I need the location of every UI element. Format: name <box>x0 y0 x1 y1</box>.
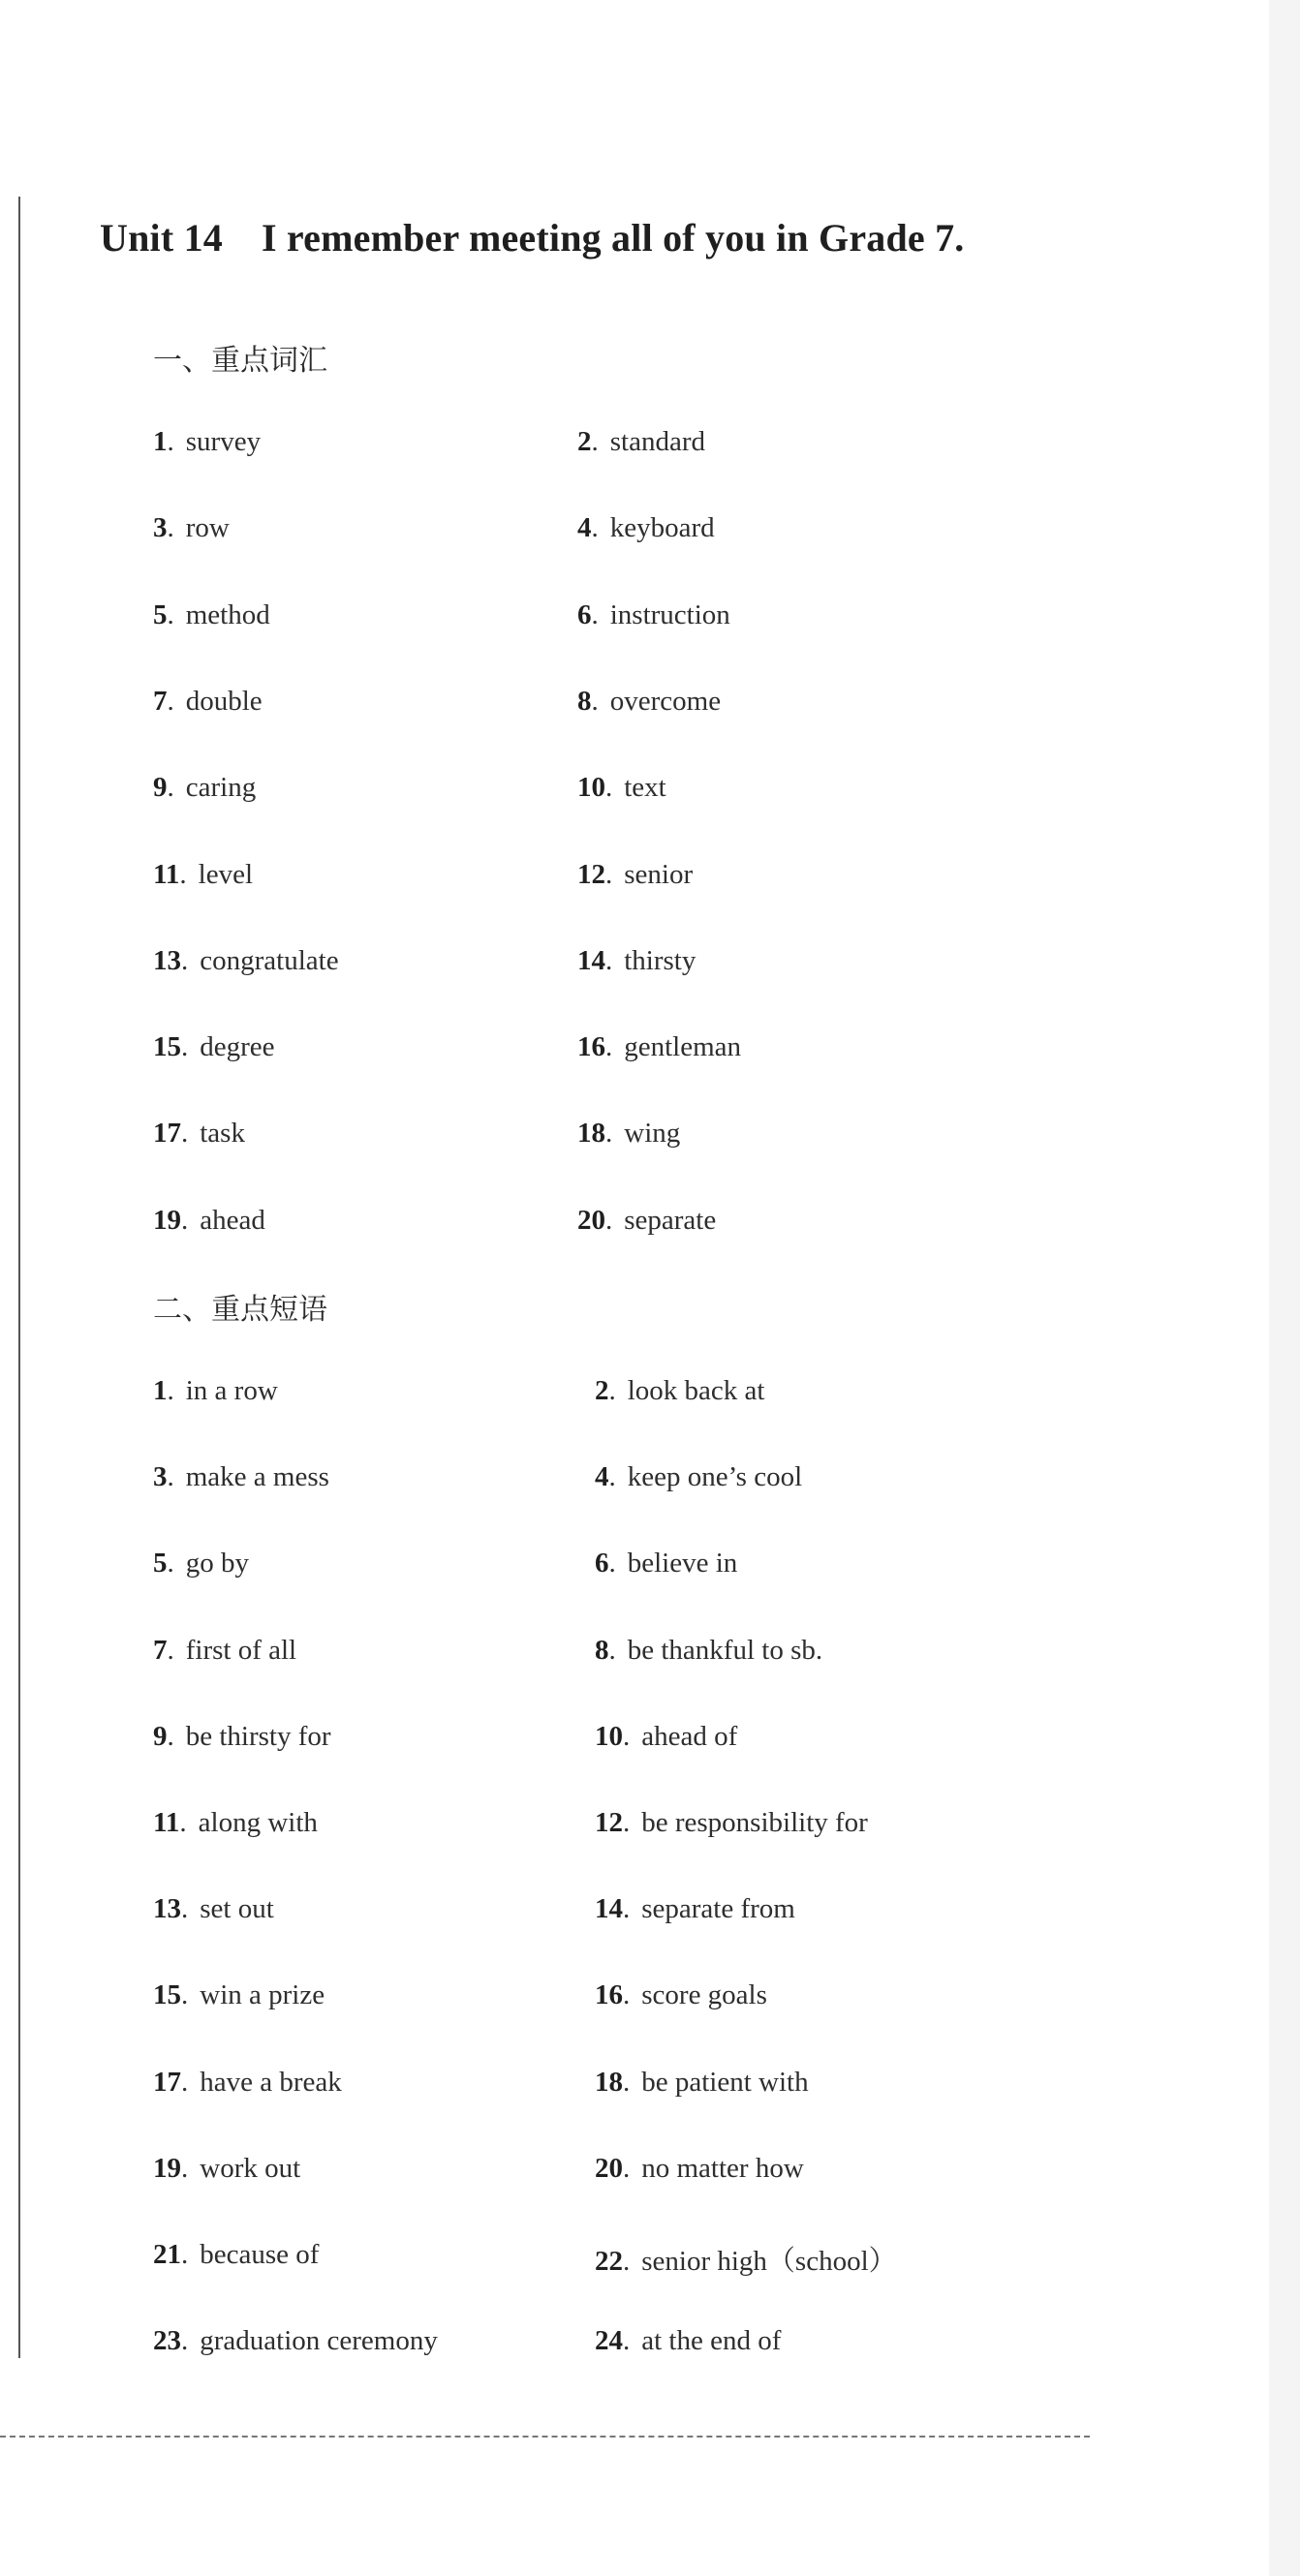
item-number: 10 <box>595 1720 623 1752</box>
list-item <box>595 2239 897 2279</box>
item-text: row <box>185 512 230 544</box>
list-item <box>153 859 253 891</box>
list-item <box>595 1721 737 1753</box>
item-number: 12 <box>577 858 605 890</box>
item-number: 4 <box>595 1461 609 1493</box>
list-item <box>153 2325 438 2357</box>
list-item <box>153 599 270 631</box>
item-number-dot: . <box>181 944 189 976</box>
list-item <box>153 945 339 977</box>
item-number-dot: . <box>605 772 613 804</box>
item-number: 15 <box>153 1979 181 2011</box>
item-number-dot: . <box>623 1720 631 1752</box>
item-text: text <box>624 772 666 804</box>
item-number-dot: . <box>167 1461 174 1493</box>
item-text: believe in <box>627 1548 738 1579</box>
item-number-dot: . <box>623 2246 631 2277</box>
list-item <box>595 1807 868 1839</box>
list-item <box>153 2067 342 2099</box>
item-text: be responsibility for <box>641 1807 868 1838</box>
item-number: 18 <box>595 2066 623 2098</box>
item-number: 17 <box>153 1118 181 1150</box>
unit-title <box>100 215 964 261</box>
item-number: 1 <box>153 426 168 457</box>
list-item <box>153 1031 275 1063</box>
item-number-dot: . <box>167 1720 174 1752</box>
list-item <box>577 1205 716 1237</box>
item-text: be patient with <box>641 2066 809 2098</box>
item-text: make a mess <box>185 1461 329 1493</box>
item-text: thirsty <box>624 944 696 976</box>
item-number-dot: . <box>605 944 613 976</box>
list-item <box>153 426 261 458</box>
left-margin-line <box>18 197 20 2358</box>
list-item <box>577 512 715 544</box>
item-number: 7 <box>153 685 168 717</box>
list-item <box>577 686 721 718</box>
list-item <box>153 1979 325 2011</box>
dotted-divider <box>0 2436 1090 2438</box>
item-number: 16 <box>577 1031 605 1063</box>
item-number: 7 <box>153 1634 168 1666</box>
item-number: 2 <box>577 426 592 457</box>
item-number: 16 <box>595 1979 623 2011</box>
item-number-dot: . <box>181 2325 189 2357</box>
list-item <box>153 2153 300 2185</box>
item-text: first of all <box>185 1634 297 1666</box>
list-item <box>153 686 263 718</box>
item-number: 14 <box>577 944 605 976</box>
item-number-dot: . <box>179 1807 187 1838</box>
item-number: 11 <box>153 858 180 890</box>
item-number-dot: . <box>623 2325 631 2357</box>
item-number-dot: . <box>167 1548 174 1579</box>
item-number: 8 <box>577 685 592 717</box>
item-number-dot: . <box>181 2152 189 2184</box>
item-number: 23 <box>153 2325 181 2357</box>
item-text: graduation ceremony <box>200 2325 438 2357</box>
item-text: in a row <box>185 1375 278 1406</box>
item-number-dot: . <box>167 512 174 544</box>
item-number-dot: . <box>608 1461 616 1493</box>
item-text: separate from <box>641 1893 795 1925</box>
list-item <box>595 2067 809 2099</box>
item-number-dot: . <box>181 1031 189 1063</box>
item-number-dot: . <box>623 1979 631 2011</box>
item-text: keyboard <box>609 512 715 544</box>
item-text: at the end of <box>641 2325 782 2357</box>
item-number: 3 <box>153 1461 168 1493</box>
list-item <box>577 772 666 804</box>
item-text: no matter how <box>641 2152 804 2184</box>
list-item <box>595 1461 802 1493</box>
item-text: set out <box>200 1893 274 1925</box>
item-number-dot: . <box>167 1375 174 1406</box>
item-number-dot: . <box>591 426 599 457</box>
item-text: caring <box>185 772 257 804</box>
list-item <box>153 512 230 544</box>
item-number-dot: . <box>181 2239 189 2270</box>
item-text: gentleman <box>624 1031 742 1063</box>
item-text: level <box>198 858 254 890</box>
section-heading-vocabulary: 一、重点词汇 <box>153 344 327 378</box>
item-number: 8 <box>595 1634 609 1666</box>
item-number: 18 <box>577 1118 605 1150</box>
item-number: 9 <box>153 1720 168 1752</box>
list-item <box>153 1893 274 1925</box>
item-number: 2 <box>595 1375 609 1406</box>
item-number-dot: . <box>608 1375 616 1406</box>
list-item <box>153 1807 318 1839</box>
list-item <box>595 2153 804 2185</box>
list-item <box>153 2239 319 2271</box>
item-text: congratulate <box>200 944 339 976</box>
item-text: separate <box>624 1204 717 1236</box>
item-text: method <box>185 598 270 630</box>
item-text: overcome <box>609 685 722 717</box>
item-number: 3 <box>153 512 168 544</box>
item-number: 6 <box>595 1548 609 1579</box>
item-number-dot: . <box>167 598 174 630</box>
item-number-dot: . <box>167 426 174 457</box>
list-item <box>153 1375 278 1407</box>
item-text: be thirsty for <box>185 1720 331 1752</box>
item-number-dot: . <box>591 685 599 717</box>
item-text: work out <box>200 2152 301 2184</box>
item-number-dot: . <box>605 1031 613 1063</box>
section-heading-phrases: 二、重点短语 <box>153 1293 327 1327</box>
item-text: along with <box>198 1807 318 1838</box>
item-number-dot: . <box>179 858 187 890</box>
item-number: 15 <box>153 1031 181 1063</box>
list-item <box>577 599 730 631</box>
item-text: ahead <box>200 1204 265 1236</box>
item-number-dot: . <box>181 1118 189 1150</box>
list-item <box>153 1205 265 1237</box>
item-number-dot: . <box>605 1118 613 1150</box>
item-text: go by <box>185 1548 249 1579</box>
item-number: 11 <box>153 1807 180 1838</box>
item-text: task <box>200 1118 245 1150</box>
item-number: 22 <box>595 2246 623 2277</box>
item-text: because of <box>200 2239 320 2270</box>
item-number-dot: . <box>181 2066 189 2098</box>
item-text: score goals <box>641 1979 767 2011</box>
list-item <box>595 1979 767 2011</box>
list-item <box>577 945 696 977</box>
item-number: 17 <box>153 2066 181 2098</box>
item-number: 24 <box>595 2325 623 2357</box>
item-number-dot: . <box>623 1893 631 1925</box>
list-item <box>595 2325 781 2357</box>
item-number-dot: . <box>623 1807 631 1838</box>
item-number-dot: . <box>623 2066 631 2098</box>
item-number: 4 <box>577 512 592 544</box>
item-text: instruction <box>609 598 730 630</box>
item-number: 1 <box>153 1375 168 1406</box>
item-number: 19 <box>153 1204 181 1236</box>
item-number: 19 <box>153 2152 181 2184</box>
item-number: 12 <box>595 1807 623 1838</box>
list-item <box>577 859 693 891</box>
item-text: be thankful to sb. <box>627 1634 823 1666</box>
item-text: win a prize <box>200 1979 325 2011</box>
item-text: ahead of <box>641 1720 738 1752</box>
item-text: survey <box>185 426 262 457</box>
item-number: 14 <box>595 1893 623 1925</box>
item-text: senior high（school） <box>641 2246 897 2277</box>
item-number-dot: . <box>623 2152 631 2184</box>
item-text: have a break <box>200 2066 342 2098</box>
item-number-dot: . <box>608 1548 616 1579</box>
item-number-dot: . <box>608 1634 616 1666</box>
list-item <box>153 1548 249 1579</box>
item-number: 5 <box>153 1548 168 1579</box>
list-item <box>595 1635 822 1667</box>
list-item <box>577 1118 680 1150</box>
item-number: 13 <box>153 944 181 976</box>
unit-title-text: I remember meeting all of you in Grade 7. <box>261 216 965 260</box>
item-text: degree <box>200 1031 275 1063</box>
item-number-dot: . <box>181 1204 189 1236</box>
list-item <box>595 1375 764 1407</box>
item-text: senior <box>624 858 694 890</box>
list-item <box>577 426 705 458</box>
list-item <box>577 1031 741 1063</box>
item-number-dot: . <box>591 598 599 630</box>
item-number-dot: . <box>605 858 613 890</box>
item-number-dot: . <box>167 685 174 717</box>
list-item <box>153 1461 329 1493</box>
item-number-dot: . <box>181 1893 189 1925</box>
list-item <box>153 1635 296 1667</box>
unit-number: Unit 14 <box>100 216 223 260</box>
item-text: look back at <box>627 1375 765 1406</box>
list-item <box>595 1548 737 1579</box>
item-number: 20 <box>595 2152 623 2184</box>
item-text: wing <box>624 1118 681 1150</box>
item-number-dot: . <box>181 1979 189 2011</box>
item-text: keep one’s cool <box>627 1461 803 1493</box>
list-item <box>153 1721 331 1753</box>
item-number: 5 <box>153 598 168 630</box>
item-number: 9 <box>153 772 168 804</box>
list-item <box>153 1118 245 1150</box>
item-number-dot: . <box>167 1634 174 1666</box>
item-number-dot: . <box>605 1204 613 1236</box>
item-number-dot: . <box>591 512 599 544</box>
list-item <box>153 772 256 804</box>
item-number: 13 <box>153 1893 181 1925</box>
list-item <box>595 1893 795 1925</box>
item-number: 21 <box>153 2239 181 2270</box>
item-number: 10 <box>577 772 605 804</box>
item-number: 6 <box>577 598 592 630</box>
item-number-dot: . <box>167 772 174 804</box>
item-text: double <box>185 685 263 717</box>
item-number: 20 <box>577 1204 605 1236</box>
item-text: standard <box>609 426 705 457</box>
